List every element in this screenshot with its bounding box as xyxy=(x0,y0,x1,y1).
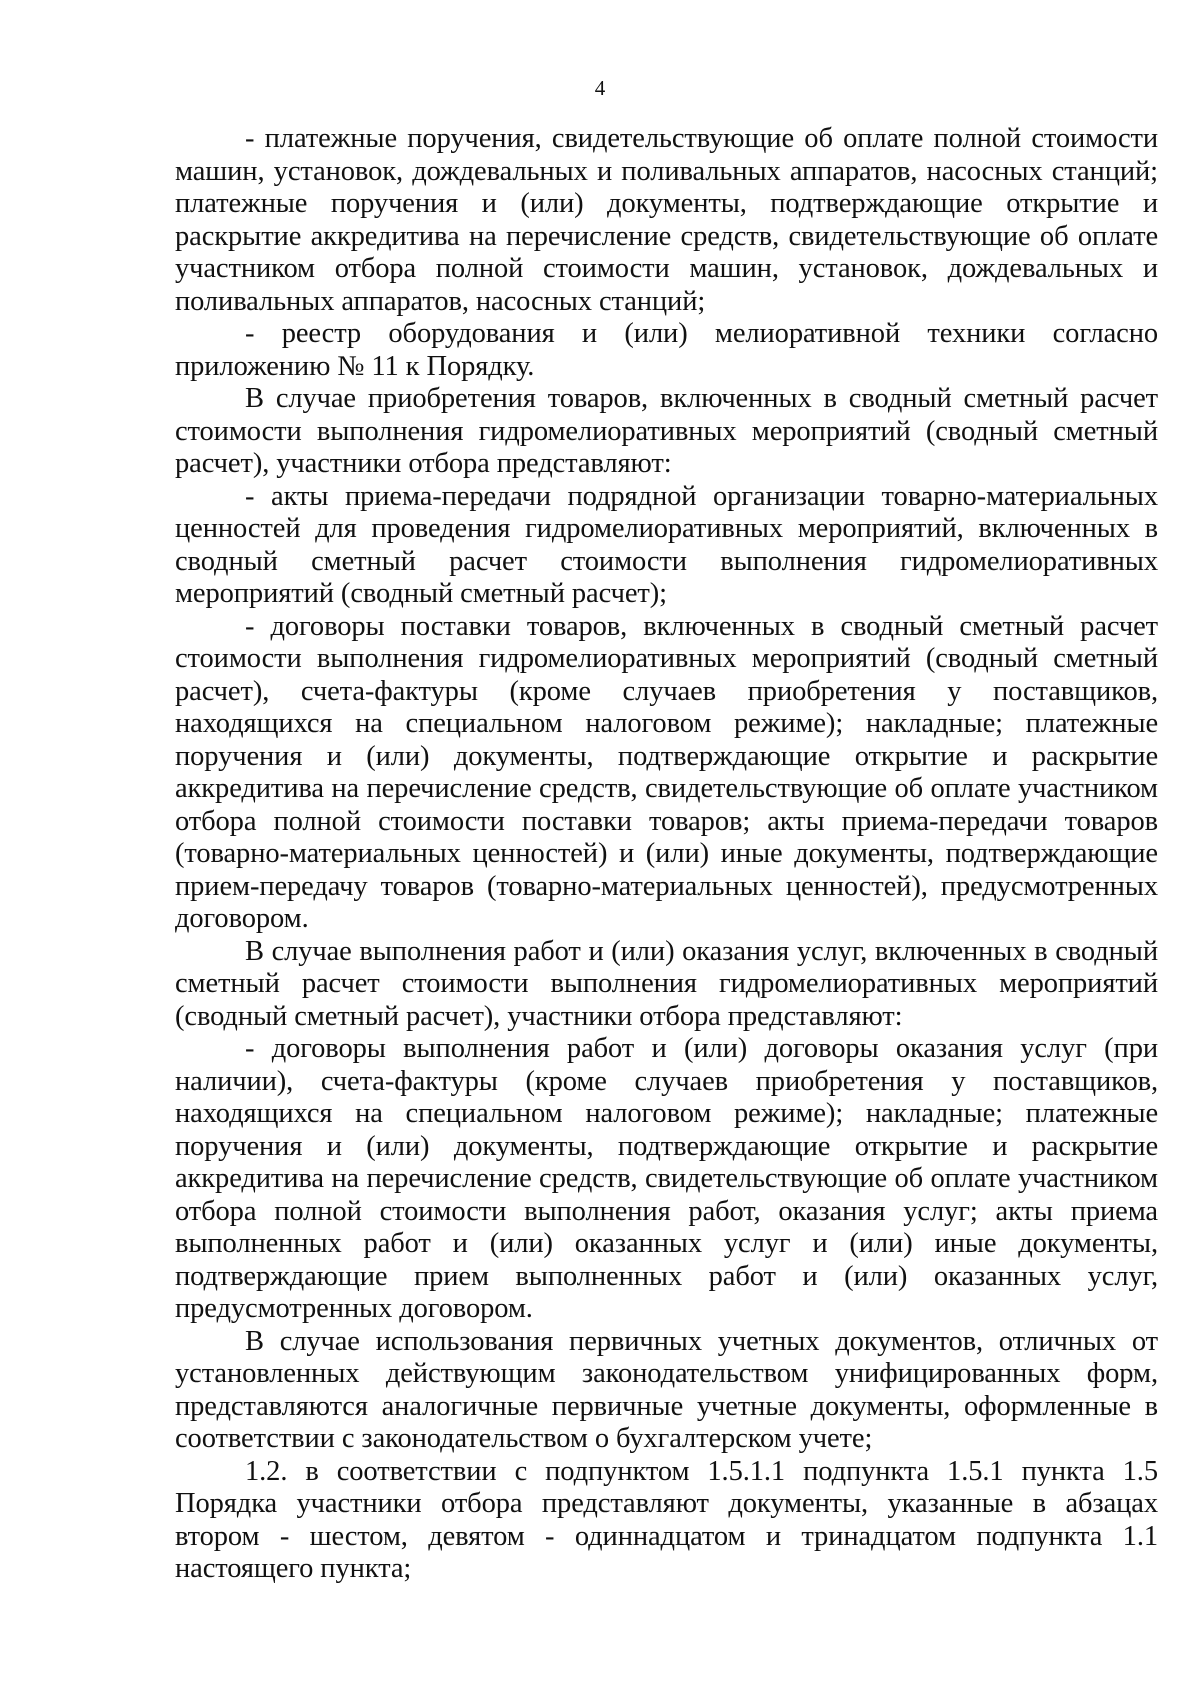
paragraph-clause-1-2: 1.2. в соответствии с подпунктом 1.5.1.1 подпункта 1.5.1 пункта 1.5 Порядка участники отбора представляют документы, указанные в абзацах втором - шестом, девятом - одиннадцатом и тринадцатом подпункта 1.1 настоящего пункта; xyxy=(175,1455,1158,1584)
paragraph-payment-orders: - платежные поручения, свидетельствующие об оплате полной стоимости машин, установок, дождевальных и поливальных аппаратов, насосных станций; платежные поручения и (или) документы, подтверждающие открытие и раскрытие аккредитива на перечисление средств, свидетельствующие об оплате участником отбора полной стоимости машин, установок, дождевальных и поливальных аппаратов, насосных станций; xyxy=(175,123,1158,317)
paragraph-goods-purchase-intro: В случае приобретения товаров, включенных в сводный сметный расчет стоимости выполнения гидромелиоративных мероприятий (сводный сметный расчет), участники отбора представляют: xyxy=(175,383,1158,479)
paragraph-works-services-intro: В случае выполнения работ и (или) оказания услуг, включенных в сводный сметный расчет стоимости выполнения гидромелиоративных мероприятий (сводный сметный расчет), участники отбора представляют: xyxy=(175,935,1158,1032)
paragraph-supply-contracts: - договоры поставки товаров, включенных в сводный сметный расчет стоимости выполнения гидромелиоративных мероприятий (сводный сметный расчет), счета-фактуры (кроме случаев приобретения у поставщиков, находящихся на специальном налоговом режиме); накладные; платежные поручения и (или) документы, подтверждающие открытие и раскрытие аккредитива на перечисление средств, свидетельствующие об оплате участником отбора полной стоимости поставки товаров; акты приема-передачи товаров (товарно-материальных ценностей) и (или) иные документы, подтверждающие прием-передачу товаров (товарно-материальных ценностей), предусмотренных договором. xyxy=(175,610,1158,934)
paragraph-transfer-acts: - акты приема-передачи подрядной организации товарно-материальных ценностей для проведения гидромелиоративных мероприятий, включенных в сводный сметный расчет стоимости выполнения гидромелиоративных мероприятий (сводный сметный расчет); xyxy=(175,480,1158,609)
paragraph-equipment-registry: - реестр оборудования и (или) мелиоративной техники согласно приложению № 11 к Порядку. xyxy=(175,318,1158,382)
paragraph-primary-documents: В случае использования первичных учетных документов, отличных от установленных действующим законодательством унифицированных форм, представляются аналогичные первичные учетные документы, оформленные в соответствии с законодательством о бухгалтерском учете; xyxy=(175,1325,1158,1454)
page-number: 4 xyxy=(594,76,606,100)
paragraph-works-contracts: - договоры выполнения работ и (или) договоры оказания услуг (при наличии), счета-фактуры (кроме случаев приобретения у поставщиков, находящихся на специальном налоговом режиме); накладные; платежные поручения и (или) документы, подтверждающие открытие и раскрытие аккредитива на перечисление средств, свидетельствующие об оплате участником отбора полной стоимости выполнения работ, оказания услуг; акты приема выполненных работ и (или) оказанных услуг и (или) иные документы, подтверждающие прием выполненных работ и (или) оказанных услуг, предусмотренных договором. xyxy=(175,1033,1158,1324)
document-body xyxy=(175,123,1158,1586)
